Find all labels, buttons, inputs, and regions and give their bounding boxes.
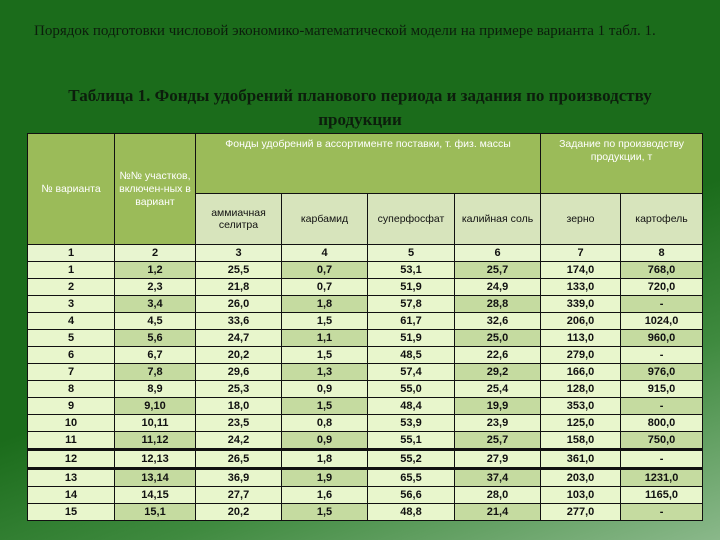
table-cell: 56,6 xyxy=(368,487,455,504)
table-cell: 15,1 xyxy=(115,504,196,521)
table-cell: 61,7 xyxy=(368,313,455,330)
table-cell: 1,5 xyxy=(282,504,368,521)
column-number: 1 xyxy=(28,245,115,262)
table-cell: 279,0 xyxy=(541,347,621,364)
table-cell: 29,6 xyxy=(196,364,282,381)
table-cell: 12,13 xyxy=(115,450,196,469)
table-cell: 1,3 xyxy=(282,364,368,381)
table-cell: 0,7 xyxy=(282,279,368,296)
table-cell: 768,0 xyxy=(621,262,703,279)
table-cell: 27,9 xyxy=(455,450,541,469)
table-cell: 21,8 xyxy=(196,279,282,296)
table-cell: 25,7 xyxy=(455,432,541,450)
table-cell: 1 xyxy=(28,262,115,279)
table-cell: 55,1 xyxy=(368,432,455,450)
table-row xyxy=(28,504,703,521)
table-cell: 0,9 xyxy=(282,381,368,398)
table-cell: 339,0 xyxy=(541,296,621,313)
table-cell: 125,0 xyxy=(541,415,621,432)
subheader-superphosphate: суперфосфат xyxy=(368,194,455,245)
table-cell: 4 xyxy=(28,313,115,330)
table-cell: 28,0 xyxy=(455,487,541,504)
table-cell: 1,5 xyxy=(282,347,368,364)
table-cell: 7 xyxy=(28,364,115,381)
table-cell: 203,0 xyxy=(541,469,621,487)
table-cell: 133,0 xyxy=(541,279,621,296)
table-cell: 11,12 xyxy=(115,432,196,450)
table-row xyxy=(28,262,703,279)
table-cell: 48,5 xyxy=(368,347,455,364)
table-row xyxy=(28,347,703,364)
table-cell: 65,5 xyxy=(368,469,455,487)
table-cell: 3,4 xyxy=(115,296,196,313)
table-cell: 6,7 xyxy=(115,347,196,364)
table-cell: 4,5 xyxy=(115,313,196,330)
table-cell: 19,9 xyxy=(455,398,541,415)
table-cell: 206,0 xyxy=(541,313,621,330)
table-row xyxy=(28,330,703,347)
table-cell: 976,0 xyxy=(621,364,703,381)
table-cell: 14 xyxy=(28,487,115,504)
table-cell: 1,2 xyxy=(115,262,196,279)
table-cell: 23,9 xyxy=(455,415,541,432)
table-row xyxy=(28,279,703,296)
table-cell: 28,8 xyxy=(455,296,541,313)
table-cell: - xyxy=(621,504,703,521)
header-plots: №№ участков, включен-ных в вариант xyxy=(115,134,196,245)
table-cell: 915,0 xyxy=(621,381,703,398)
table-cell: 1,8 xyxy=(282,450,368,469)
table-cell: 57,8 xyxy=(368,296,455,313)
table-cell: - xyxy=(621,450,703,469)
table-cell: 353,0 xyxy=(541,398,621,415)
fertilizer-table xyxy=(27,133,703,521)
table-cell: 13,14 xyxy=(115,469,196,487)
table-cell: 128,0 xyxy=(541,381,621,398)
table-cell: - xyxy=(621,398,703,415)
table-cell: 1,6 xyxy=(282,487,368,504)
table-cell: 174,0 xyxy=(541,262,621,279)
table-row xyxy=(28,432,703,450)
table-row xyxy=(28,415,703,432)
table-cell: 53,9 xyxy=(368,415,455,432)
table-cell: 27,7 xyxy=(196,487,282,504)
table-cell: 48,4 xyxy=(368,398,455,415)
header-task: Задание по производству продукции, т xyxy=(541,134,703,194)
column-number: 4 xyxy=(282,245,368,262)
intro-text: Порядок подготовки числовой экономико-математической модели на примере варианта 1 табл. 1. xyxy=(34,23,656,39)
subheader-grain: зерно xyxy=(541,194,621,245)
table-cell: 277,0 xyxy=(541,504,621,521)
table-cell: 10,11 xyxy=(115,415,196,432)
subheader-potato: картофель xyxy=(621,194,703,245)
table-cell: 53,1 xyxy=(368,262,455,279)
table-cell: 1,8 xyxy=(282,296,368,313)
table-cell: 32,6 xyxy=(455,313,541,330)
table-cell: 24,2 xyxy=(196,432,282,450)
table-cell: 158,0 xyxy=(541,432,621,450)
table-cell: 361,0 xyxy=(541,450,621,469)
column-number: 2 xyxy=(115,245,196,262)
table-cell: 37,4 xyxy=(455,469,541,487)
table-cell: 14,15 xyxy=(115,487,196,504)
table-cell: 960,0 xyxy=(621,330,703,347)
table-cell: 720,0 xyxy=(621,279,703,296)
table-cell: 20,2 xyxy=(196,504,282,521)
table-cell: 11 xyxy=(28,432,115,450)
table-cell: 0,8 xyxy=(282,415,368,432)
table-cell: 25,7 xyxy=(455,262,541,279)
table-cell: 12 xyxy=(28,450,115,469)
table-cell: 25,3 xyxy=(196,381,282,398)
table-cell: 24,7 xyxy=(196,330,282,347)
table-cell: 10 xyxy=(28,415,115,432)
table-cell: 6 xyxy=(28,347,115,364)
table-cell: 7,8 xyxy=(115,364,196,381)
table-row xyxy=(28,364,703,381)
table-cell: 8 xyxy=(28,381,115,398)
table-cell: 21,4 xyxy=(455,504,541,521)
table-cell: 36,9 xyxy=(196,469,282,487)
table-cell: 1231,0 xyxy=(621,469,703,487)
table-cell: 55,2 xyxy=(368,450,455,469)
table-cell: 103,0 xyxy=(541,487,621,504)
table-cell: 113,0 xyxy=(541,330,621,347)
column-number-row xyxy=(28,245,703,262)
table-cell: - xyxy=(621,347,703,364)
table-cell: 3 xyxy=(28,296,115,313)
table-row xyxy=(28,296,703,313)
table-cell: 25,5 xyxy=(196,262,282,279)
table-cell: 22,6 xyxy=(455,347,541,364)
table-cell: 800,0 xyxy=(621,415,703,432)
table-cell: 25,0 xyxy=(455,330,541,347)
table-cell: 23,5 xyxy=(196,415,282,432)
table-cell: - xyxy=(621,296,703,313)
table-cell: 25,4 xyxy=(455,381,541,398)
table-cell: 1,5 xyxy=(282,398,368,415)
table-cell: 57,4 xyxy=(368,364,455,381)
column-number: 3 xyxy=(196,245,282,262)
column-number: 7 xyxy=(541,245,621,262)
table-cell: 9 xyxy=(28,398,115,415)
column-number: 8 xyxy=(621,245,703,262)
table-row xyxy=(28,469,703,487)
table-cell: 5 xyxy=(28,330,115,347)
table-cell: 0,9 xyxy=(282,432,368,450)
table-cell: 33,6 xyxy=(196,313,282,330)
table-cell: 15 xyxy=(28,504,115,521)
header-funds: Фонды удобрений в ассортименте поставки, т. физ. массы xyxy=(196,134,541,194)
table-row xyxy=(28,487,703,504)
table-cell: 51,9 xyxy=(368,330,455,347)
table-row xyxy=(28,381,703,398)
table-cell: 55,0 xyxy=(368,381,455,398)
subheader-ammonium-nitrate: аммиачная селитра xyxy=(196,194,282,245)
table-cell: 26,5 xyxy=(196,450,282,469)
table-cell: 1024,0 xyxy=(621,313,703,330)
table-cell: 0,7 xyxy=(282,262,368,279)
table-cell: 166,0 xyxy=(541,364,621,381)
table-cell: 8,9 xyxy=(115,381,196,398)
column-number: 5 xyxy=(368,245,455,262)
header-variant: № варианта xyxy=(28,134,115,245)
table-cell: 24,9 xyxy=(455,279,541,296)
table-cell: 5,6 xyxy=(115,330,196,347)
table-cell: 1165,0 xyxy=(621,487,703,504)
table-cell: 750,0 xyxy=(621,432,703,450)
table-cell: 2 xyxy=(28,279,115,296)
table-cell: 51,9 xyxy=(368,279,455,296)
table-cell: 2,3 xyxy=(115,279,196,296)
table-row xyxy=(28,313,703,330)
table-cell: 1,1 xyxy=(282,330,368,347)
table-cell: 48,8 xyxy=(368,504,455,521)
table-cell: 9,10 xyxy=(115,398,196,415)
column-number: 6 xyxy=(455,245,541,262)
table-cell: 20,2 xyxy=(196,347,282,364)
subheader-carbamide: карбамид xyxy=(282,194,368,245)
table-cell: 26,0 xyxy=(196,296,282,313)
table-title: Таблица 1. Фонды удобрений планового периода и задания по производству продукции xyxy=(68,86,652,129)
table-row xyxy=(28,398,703,415)
table-cell: 29,2 xyxy=(455,364,541,381)
subheader-potassium-salt: калийная соль xyxy=(455,194,541,245)
table-cell: 13 xyxy=(28,469,115,487)
table-row xyxy=(28,450,703,469)
table-cell: 1,5 xyxy=(282,313,368,330)
table-cell: 18,0 xyxy=(196,398,282,415)
table-cell: 1,9 xyxy=(282,469,368,487)
